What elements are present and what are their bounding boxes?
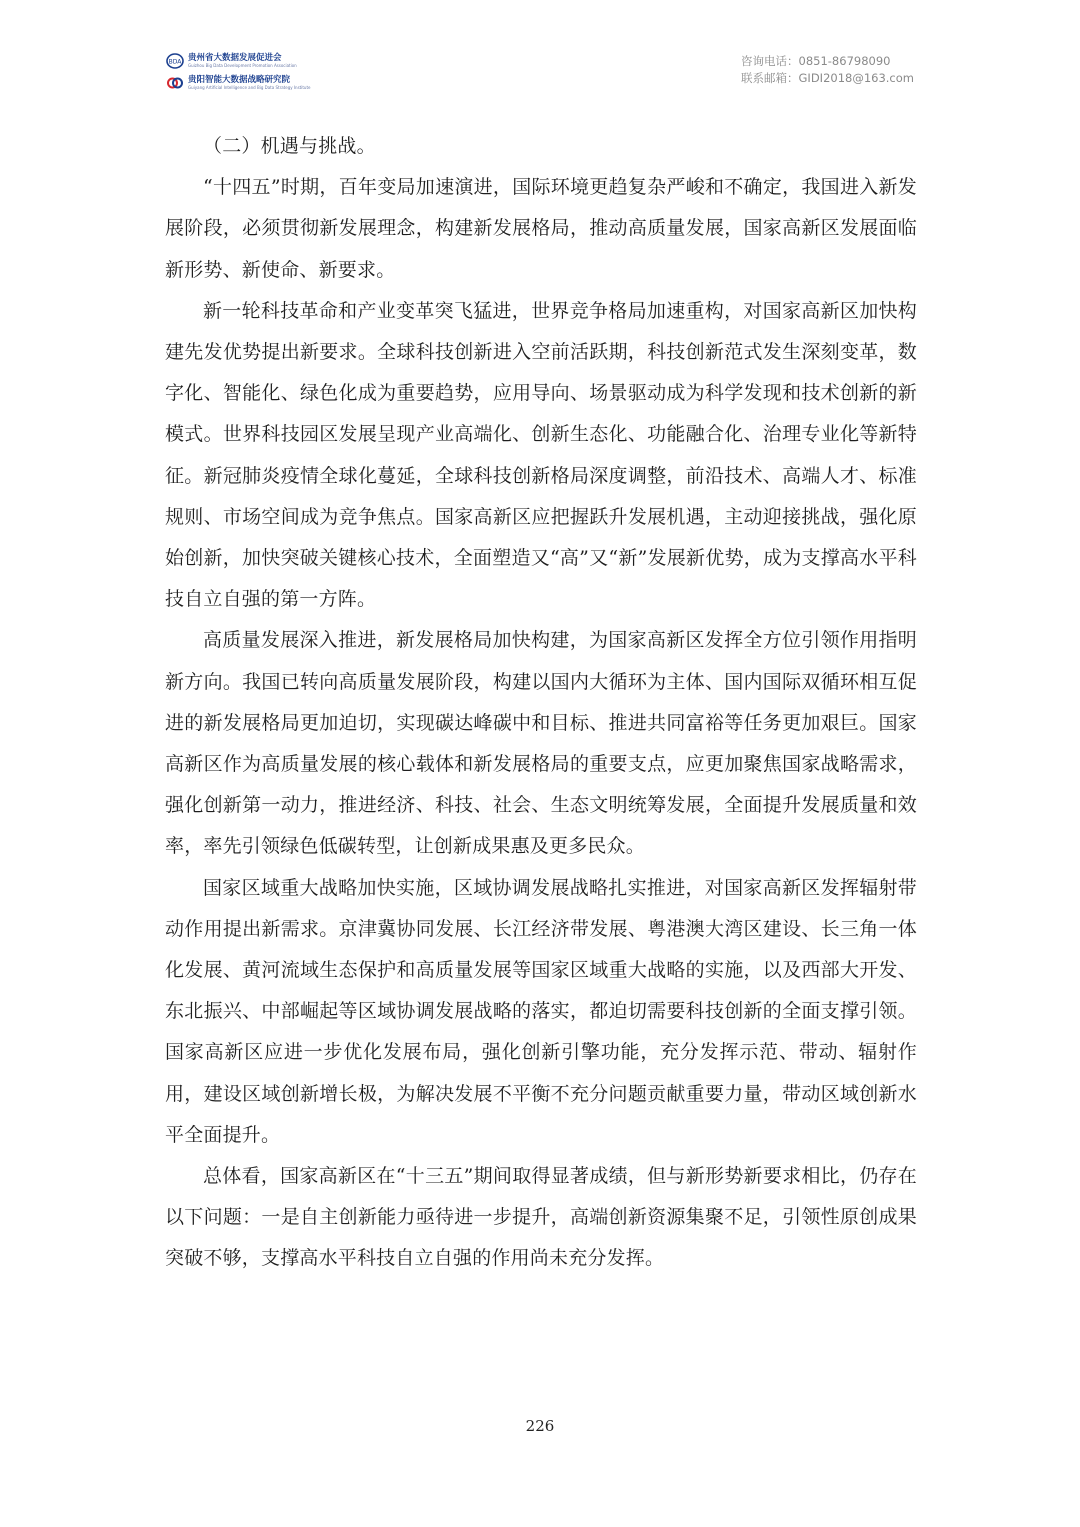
- document-body: [165, 126, 917, 1280]
- institute-logo: [166, 74, 326, 92]
- contact-email: 联系邮箱：GIDI2018@163.com: [741, 71, 914, 85]
- contact-phone: 咨询电话：0851-86798090: [741, 54, 891, 68]
- svg-text:BDA: BDA: [168, 58, 182, 66]
- association-emblem-icon: [166, 53, 184, 69]
- section-heading: （二）机遇与挑战。: [203, 135, 376, 157]
- institute-emblem-icon: [166, 75, 184, 91]
- organization-logos: [166, 52, 326, 96]
- institute-name: 贵阳智能大数据战略研究院: [188, 75, 291, 86]
- page-header: [0, 0, 1080, 110]
- contact-info: [741, 53, 914, 87]
- page-number: 226: [525, 1417, 555, 1435]
- body-paragraph: 新一轮科技革命和产业变革突飞猛进，世界竞争格局加速重构，对国家高新区加快构建先发优势提出新要求。全球科技创新进入空前活跃期，科技创新范式发生深刻变革，数字化、智能化、绿色化成为重要趋势，应用导向、场景驱动成为科学发现和技术创新的新模式。世界科技园区发展呈现产业高端化、创新生态化、功能融合化、治理专业化等新特征。新冠肺炎疫情全球化蔓延，全球科技创新格局深度调整，前沿技术、高端人才、标准规则、市场空间成为竞争焦点。国家高新区应把握跃升发展机遇，主动迎接挑战，强化原始创新，加快突破关键核心技术，全面塑造又“高”又“新”发展新优势，成为支撑高水平科技自立自强的第一方阵。: [165, 299, 917, 611]
- body-paragraph: 总体看，国家高新区在“十三五”期间取得显著成绩，但与新形势新要求相比，仍存在以下问题：一是自主创新能力亟待进一步提升，高端创新资源集聚不足，引领性原创成果突破不够，支撑高水平科技自立自强的作用尚未充分发挥。: [165, 1165, 917, 1270]
- association-name-en: Guizhou Big Data Development Promotion Association: [188, 62, 297, 68]
- body-paragraph: “十四五”时期，百年变局加速演进，国际环境更趋复杂严峻和不确定，我国进入新发展阶段，必须贯彻新发展理念，构建新发展格局，推动高质量发展，国家高新区发展面临新形势、新使命、新要求。: [165, 176, 917, 281]
- association-logo: [166, 52, 326, 70]
- institute-name-en: Guiyang Artificial Intelligence and Big Data Strategy Institute: [188, 84, 311, 90]
- association-name: 贵州省大数据发展促进会: [188, 53, 282, 64]
- body-paragraph: 高质量发展深入推进，新发展格局加快构建，为国家高新区发挥全方位引领作用指明新方向。我国已转向高质量发展阶段，构建以国内大循环为主体、国内国际双循环相互促进的新发展格局更加迫切，实现碳达峰碳中和目标、推进共同富裕等任务更加艰巨。国家高新区作为高质量发展的核心载体和新发展格局的重要支点，应更加聚焦国家战略需求，强化创新第一动力，推进经济、科技、社会、生态文明统筹发展，全面提升发展质量和效率，率先引领绿色低碳转型，让创新成果惠及更多民众。: [165, 629, 917, 858]
- body-paragraph: 国家区域重大战略加快实施，区域协调发展战略扎实推进，对国家高新区发挥辐射带动作用提出新需求。京津冀协同发展、长江经济带发展、粤港澳大湾区建设、长三角一体化发展、黄河流域生态保护和高质量发展等国家区域重大战略的实施，以及西部大开发、东北振兴、中部崛起等区域协调发展战略的落实，都迫切需要科技创新的全面支撑引领。国家高新区应进一步优化发展布局，强化创新引擎功能，充分发挥示范、带动、辐射作用，建设区域创新增长极，为解决发展不平衡不充分问题贡献重要力量，带动区域创新水平全面提升。: [165, 876, 917, 1146]
